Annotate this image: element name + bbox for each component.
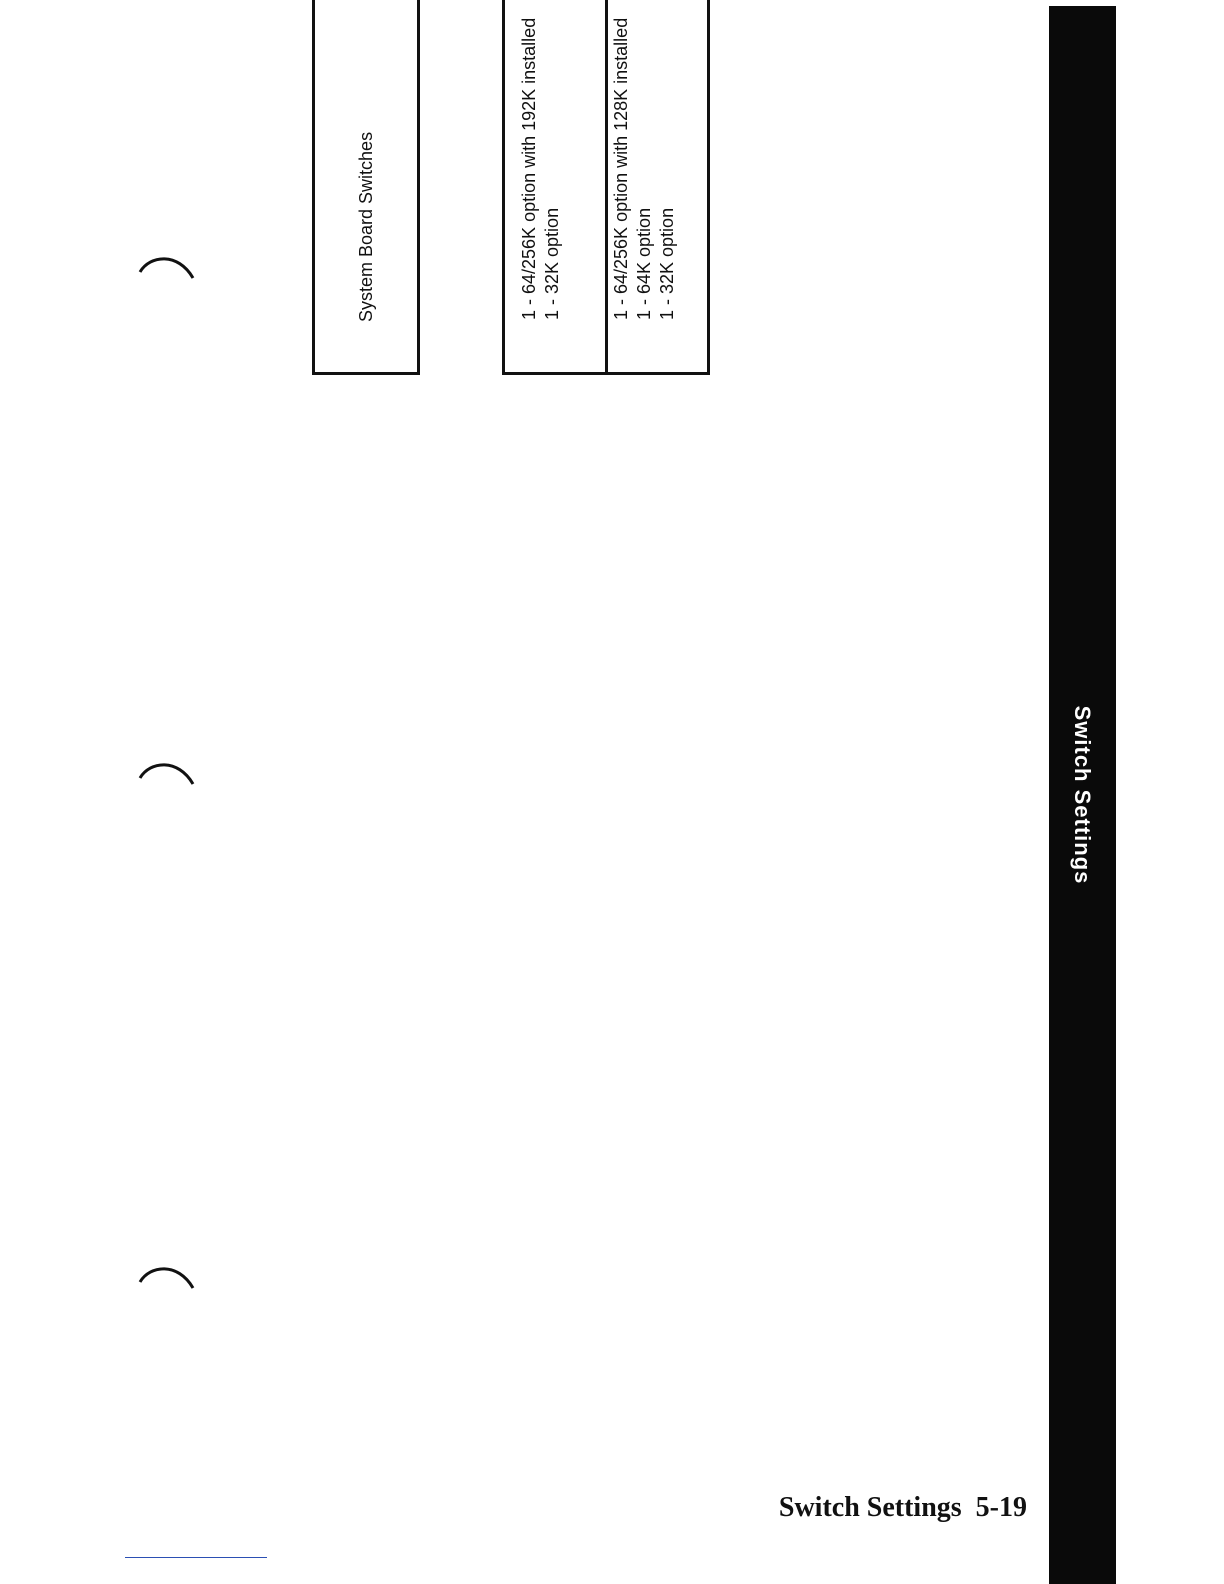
system-board-header: System Board Switches <box>356 131 376 322</box>
footer-title: Switch Settings <box>778 1492 962 1523</box>
page-footer <box>779 1492 1027 1524</box>
footer-page-number: 5-19 <box>975 1492 1027 1523</box>
row-2-line-2: 1 - 64K option <box>634 207 654 320</box>
row-1-line-1: 1 - 64/256K option with 192K installed <box>519 17 539 320</box>
side-tab-label: Switch Settings <box>1070 705 1095 885</box>
rotated-content <box>240 0 677 380</box>
row-1-line-2: 1 - 32K option <box>542 207 562 320</box>
binder-hole-marks <box>0 0 240 1400</box>
row-1-config <box>518 18 564 320</box>
link-underline <box>125 1557 267 1558</box>
row-2-config <box>610 18 679 320</box>
system-board-table <box>312 0 420 375</box>
row-2-line-3: 1 - 32K option <box>657 207 677 320</box>
row-2-line-1: 1 - 64/256K option with 128K installed <box>611 17 631 320</box>
option-card-table <box>440 0 710 375</box>
